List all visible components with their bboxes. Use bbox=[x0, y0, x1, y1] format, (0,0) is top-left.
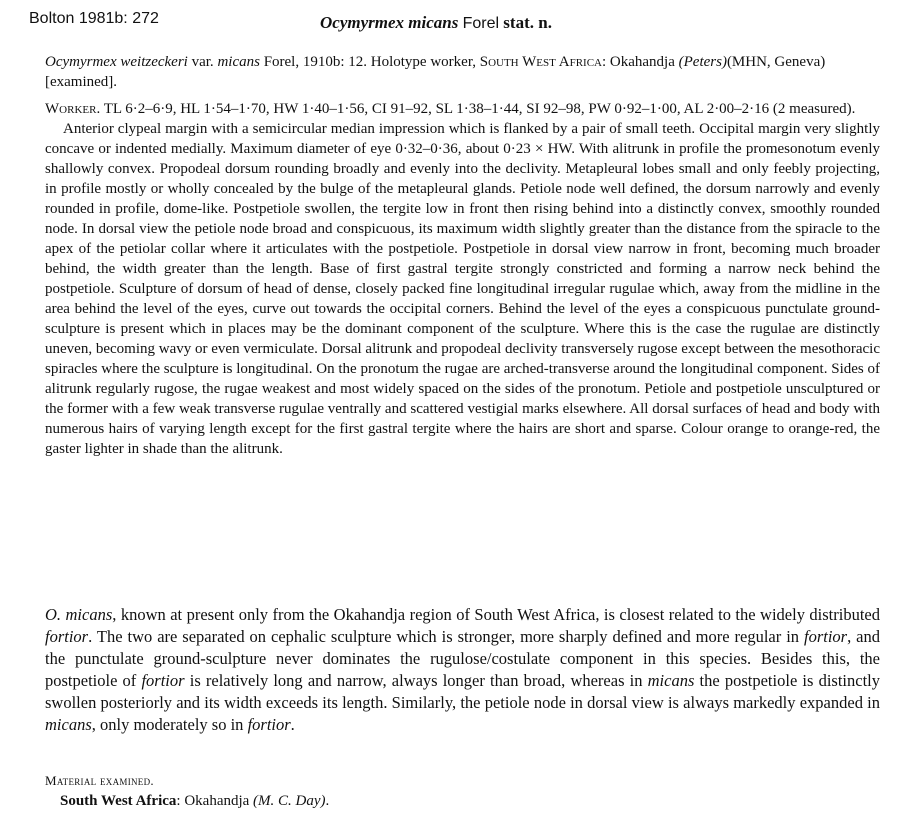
species-abbrev: O. micans bbox=[45, 605, 113, 624]
synonym-name: Ocymyrmex weitzeckeri bbox=[45, 54, 188, 70]
discussion-text: , only moderately so in bbox=[91, 715, 248, 734]
taxonomic-status: stat. n. bbox=[503, 13, 552, 32]
material-locality: : Okahandja bbox=[176, 793, 254, 809]
worker-heading: Worker. bbox=[45, 101, 101, 117]
material-country: South West Africa bbox=[60, 793, 177, 809]
worker-description-text: Anterior clypeal margin with a semicircular median impression which is flanked by a pair of small teeth. Occipital margin very slightly concave or indented medially. Maximum diameter of eye 0·32–0·36, about 0·23 × HW. With alitrunk in profile the promesonotum evenly shallowly convex. Propodeal dorsum rounding broadly and evenly into the declivity. Metapleural lobes small and only feebly projecting, in profile mostly or wholly concealed by the bulge of the metapleural glands. Petiole node well defined, the dorsum narrowly and evenly rounded in profile, dome-like. Postpetiole swollen, the tergite low in front then rising behind into a distinctly convex, smoothly rounded node. In dorsal view the petiole node broad and conspicuous, its maximum width slightly greater than the distance from the spiracle to the apex of the petiolar collar where it articulates with the postpetiole. Postpetiole in dorsal view narrow in front, becoming much broader behind, the width greater than the length. Base of first gastral tergite strongly constricted and forming a narrow neck behind the postpetiole. Sculpture of dorsum of head of dense, closely packed fine longitudinal irregular rugulae which, away from the midline in the area behind the level of the eyes, curve out towards the occipital corners. Behind the level of the eyes a conspicuous punctulate ground-sculpture is present which in places may be the dominant component of the sculpture. Where this is the case the rugulae are distinctly uneven, becoming wavy or even vermiculate. Dorsal alitrunk and propodeal declivity transversely rugose except between the mesothoracic spiracles where the sculpture is longitudinal. On the pronotum the rugae are arched-transverse around the longitudinal component. Sides of alitrunk regularly rugose, the rugae weakest and most widely spaced on the sides of the pronotum. Petiole and postpetiole unsculptured or the former with a few weak transverse rugulae ventrally and scattered vestigial marks elsewhere. All dorsal surfaces of head and body with numerous hairs of varying length except for the first gastral tergite where the hairs are short and sparse. Colour orange to orange-red, the gaster lighter in shade than the alitrunk. bbox=[45, 121, 880, 457]
species-epithet: fortior bbox=[45, 627, 89, 646]
species-epithet: fortior bbox=[141, 671, 185, 690]
discussion-paragraph bbox=[45, 604, 880, 736]
synonym-epithet: micans bbox=[217, 54, 260, 70]
material-entry bbox=[60, 793, 329, 810]
type-locality: : Okahandja bbox=[601, 54, 675, 70]
discussion-text: , and the punctulate ground-sculpture never dominates the rugulose/costulate component in this species. Besides this, the postpetiole of bbox=[45, 627, 880, 690]
species-author: Forel bbox=[462, 15, 500, 32]
species-epithet: micans bbox=[45, 715, 92, 734]
material-collector: (M. C. Day) bbox=[253, 793, 326, 809]
type-collector: (Peters) bbox=[678, 54, 727, 70]
worker-description bbox=[45, 99, 880, 459]
synonym-rank: var. bbox=[191, 54, 214, 70]
discussion-text: is relatively long and narrow, always longer than broad, whereas in bbox=[184, 671, 648, 690]
type-region: South West Africa bbox=[479, 54, 602, 70]
worker-measurements: TL 6·2–6·9, HL 1·54–1·70, HW 1·40–1·56, CI 91–92, SL 1·38–1·44, SI 92–98, PW 0·92–1·00, AL 2·00–2·16 (2 measured). bbox=[103, 101, 856, 117]
discussion-text: . bbox=[290, 715, 295, 734]
species-epithet: fortior bbox=[247, 715, 291, 734]
species-heading bbox=[320, 13, 552, 33]
discussion-text: the postpetiole is distinctly swollen posteriorly and its width exceeds its length. Similarly, the petiole node in dorsal view is always markedly expanded in bbox=[45, 671, 880, 712]
species-epithet: fortior bbox=[803, 627, 848, 646]
worker-measurements-line bbox=[45, 99, 880, 119]
citation-reference: Bolton 1981b: 272 bbox=[29, 10, 159, 27]
synonymy-paragraph bbox=[45, 52, 880, 92]
type-depository: (MHN, Geneva) [examined]. bbox=[45, 54, 826, 90]
material-end: . bbox=[325, 793, 330, 809]
species-epithet: micans bbox=[647, 671, 695, 690]
species-name: Ocymyrmex micans bbox=[320, 13, 459, 32]
material-heading: Material examined. bbox=[45, 773, 154, 788]
discussion-text: . The two are separated on cephalic sculpture which is stronger, more sharply defined and more regular in bbox=[88, 627, 804, 646]
discussion-text: , known at present only from the Okahandja region of South West Africa, is closest related to the widely distributed bbox=[112, 605, 880, 624]
synonym-citation: Forel, 1910b: 12. Holotype worker, bbox=[263, 54, 476, 70]
